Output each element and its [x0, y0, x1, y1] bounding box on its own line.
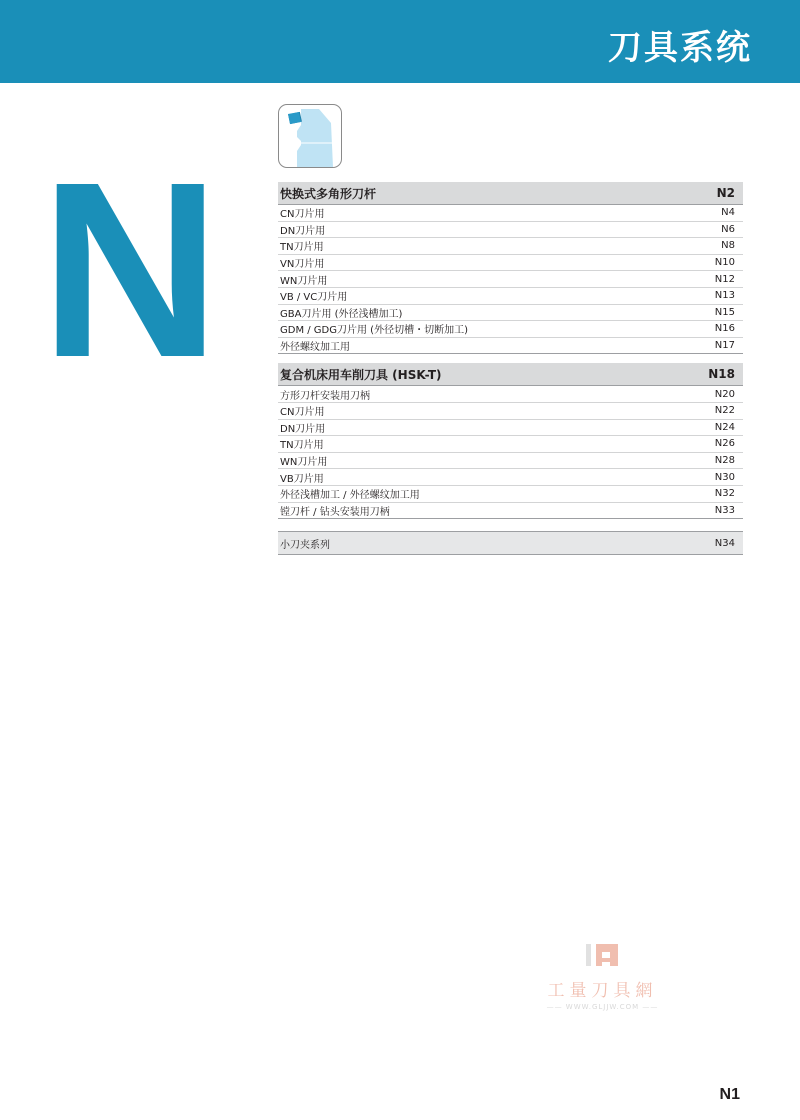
toc-label: 外径螺纹加工用	[280, 342, 350, 354]
table-of-contents	[278, 182, 743, 555]
watermark-url: —— WWW.GLJJW.COM ——	[546, 1003, 659, 1011]
toc-row[interactable]	[278, 403, 743, 420]
toc-page: N24	[714, 421, 735, 433]
toc-page: N13	[714, 290, 735, 302]
toc-page: N4	[721, 207, 735, 219]
section-title: 复合机床用车削刀具 (HSK-T)	[280, 367, 442, 382]
toc-page: N30	[714, 471, 735, 483]
toc-misc-row[interactable]	[278, 531, 743, 555]
section-page: N2	[716, 186, 735, 200]
toc-page: N10	[714, 257, 735, 269]
toc-row[interactable]	[278, 420, 743, 437]
toc-row[interactable]	[278, 255, 743, 272]
toc-row[interactable]	[278, 288, 743, 305]
toc-page: N28	[714, 455, 735, 467]
toc-row[interactable]	[278, 386, 743, 403]
toc-row[interactable]	[278, 503, 743, 520]
toc-page: N12	[714, 273, 735, 285]
spacer	[278, 519, 743, 531]
toc-label: VN刀片用	[280, 259, 325, 271]
toc-page: N26	[714, 438, 735, 450]
toc-label: CN刀片用	[280, 209, 325, 221]
toc-page: N34	[714, 537, 735, 549]
toc-row[interactable]	[278, 321, 743, 338]
section-header[interactable]	[278, 182, 743, 205]
toc-page: N33	[714, 504, 735, 516]
toc-label: WN刀片用	[280, 457, 328, 469]
tool-holder-icon	[278, 104, 342, 168]
toc-label: GDM / GDG刀片用 (外径切槽・切断加工)	[280, 325, 468, 337]
toc-label: WN刀片用	[280, 275, 328, 287]
section-header[interactable]	[278, 363, 743, 386]
toc-row[interactable]	[278, 338, 743, 355]
toc-page: N16	[714, 323, 735, 335]
toc-label: 小刀夹系列	[280, 539, 330, 551]
toc-label: TN刀片用	[280, 242, 324, 254]
toc-label: 外径浅槽加工 / 外径螺纹加工用	[280, 490, 420, 502]
page-number: N1	[719, 1086, 740, 1103]
header-title: 刀具系统	[608, 28, 752, 68]
chapter-letter: N	[40, 130, 221, 409]
toc-page: N6	[721, 223, 735, 235]
toc-label: DN刀片用	[280, 423, 326, 435]
toc-label: TN刀片用	[280, 440, 324, 452]
toc-label: GBA刀片用 (外径浅槽加工)	[280, 308, 403, 320]
toc-label: VB刀片用	[280, 473, 324, 485]
watermark	[530, 940, 675, 1015]
toc-page: N22	[714, 405, 735, 417]
toc-label: CN刀片用	[280, 407, 325, 419]
toc-row[interactable]	[278, 469, 743, 486]
toc-row[interactable]	[278, 486, 743, 503]
toc-page: N17	[714, 340, 735, 352]
toc-label: 方形刀杆安装用刀柄	[280, 390, 370, 402]
watermark-text: 工量刀具網	[547, 981, 658, 1001]
toc-row[interactable]	[278, 222, 743, 239]
spacer	[278, 354, 743, 363]
toc-page: N32	[714, 488, 735, 500]
toc-row[interactable]	[278, 453, 743, 470]
toc-page: N8	[721, 240, 735, 252]
toc-row[interactable]	[278, 436, 743, 453]
toc-page: N15	[714, 306, 735, 318]
header-bar	[0, 0, 800, 83]
toc-label: VB / VC刀片用	[280, 292, 348, 304]
toc-label: DN刀片用	[280, 225, 326, 237]
toc-page: N20	[714, 388, 735, 400]
toc-label: 镗刀杆 / 钻头安装用刀柄	[280, 506, 390, 518]
section-title: 快换式多角形刀杆	[280, 186, 377, 201]
section-page: N18	[708, 367, 735, 382]
toc-row[interactable]	[278, 271, 743, 288]
toc-row[interactable]	[278, 238, 743, 255]
toc-row[interactable]	[278, 205, 743, 222]
gljw-logo-icon	[580, 940, 626, 974]
toc-row[interactable]	[278, 305, 743, 322]
